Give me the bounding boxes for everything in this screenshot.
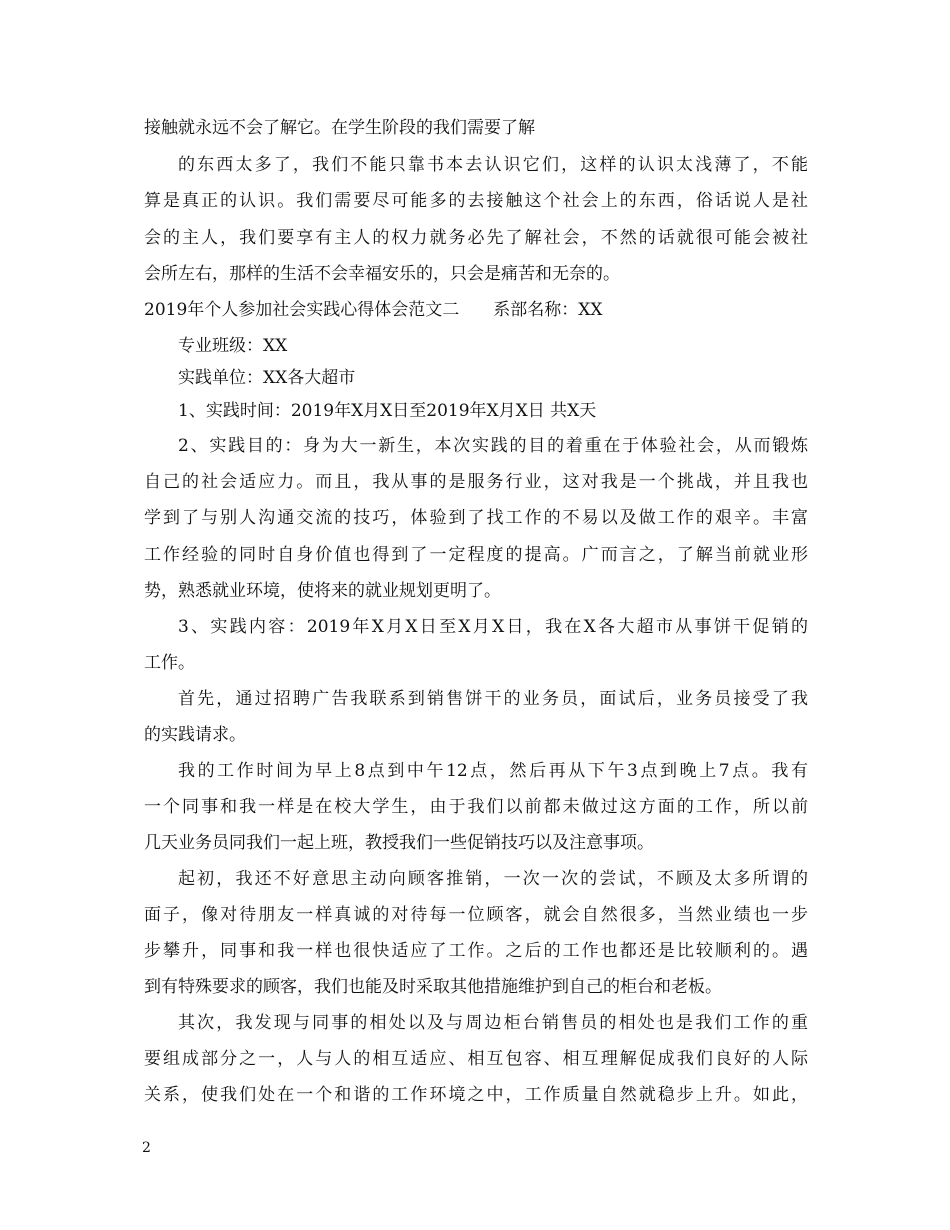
text-line: 学到了与别人沟通交流的技巧，体验到了找工作的不易以及做工作的艰辛。丰富 [144, 508, 808, 528]
text-line: 首先，通过招聘广告我联系到销售饼干的业务员，面试后，业务员接受了我 [178, 689, 808, 709]
text-line: 实践单位：XX各大超市 [178, 368, 356, 388]
text-line: 起初，我还不好意思主动向顾客推销，一次一次的尝试，不顾及太多所谓的 [178, 869, 808, 889]
text-line: 我的工作时间为早上8点到中午12点，然后再从下午3点到晚上7点。我有 [178, 761, 808, 781]
text-line: 的实践请求。 [144, 725, 246, 745]
text-line: 几天业务员同我们一起上班，教授我们一些促销技巧以及注意事项。 [144, 833, 654, 853]
text-line: 工作经验的同时自身价值也得到了一定程度的提高。广而言之，了解当前就业形 [144, 545, 808, 565]
text-line: 关系，使我们处在一个和谐的工作环境之中，工作质量自然就稳步上升。如此， [144, 1085, 808, 1105]
section-heading: 2019年个人参加社会实践心得体会范文二 系部名称：XX [144, 300, 603, 320]
text-line: 专业班级：XX [178, 336, 288, 356]
text-line: 接触就永远不会了解它。在学生阶段的我们需要了解 [144, 118, 535, 138]
text-line: 到有特殊要求的顾客，我们也能及时采取其他措施维护到自己的柜台和老板。 [144, 977, 722, 997]
text-line: 的东西太多了，我们不能只靠书本去认识它们，这样的认识太浅薄了，不能 [178, 155, 808, 175]
text-line: 势，熟悉就业环境，使将来的就业规划更明了。 [144, 581, 501, 601]
page-number: 2 [142, 1140, 151, 1156]
text-line: 算是真正的认识。我们需要尽可能多的去接触这个社会上的东西，俗话说人是社 [144, 191, 808, 211]
text-line: 3、实践内容：2019年X月X日至X月X日，我在X各大超市从事饼干促销的 [178, 617, 808, 637]
text-line: 会的主人，我们要享有主人的权力就务必先了解社会，不然的话就很可能会被社 [144, 228, 808, 248]
text-line: 要组成部分之一，人与人的相互适应、相互包容、相互理解促成我们良好的人际 [144, 1049, 808, 1069]
text-line: 一个同事和我一样是在校大学生，由于我们以前都未做过这方面的工作，所以前 [144, 797, 808, 817]
text-line: 自己的社会适应力。而且，我从事的是服务行业，这对我是一个挑战，并且我也 [144, 472, 808, 492]
text-line: 面子，像对待朋友一样真诚的对待每一位顾客，就会自然很多，当然业绩也一步 [144, 905, 808, 925]
text-line: 其次，我发现与同事的相处以及与周边柜台销售员的相处也是我们工作的重 [178, 1013, 808, 1033]
text-line: 会所左右，那样的生活不会幸福安乐的，只会是痛苦和无奈的。 [144, 264, 620, 284]
text-line: 1、实践时间：2019年X月X日至2019年X月X日 共X天 [178, 401, 597, 421]
text-line: 工作。 [144, 653, 195, 673]
text-line: 步攀升，同事和我一样也很快适应了工作。之后的工作也都还是比较顺利的。遇 [144, 941, 808, 961]
text-line: 2、实践目的：身为大一新生，本次实践的目的着重在于体验社会，从而锻炼 [178, 436, 808, 456]
